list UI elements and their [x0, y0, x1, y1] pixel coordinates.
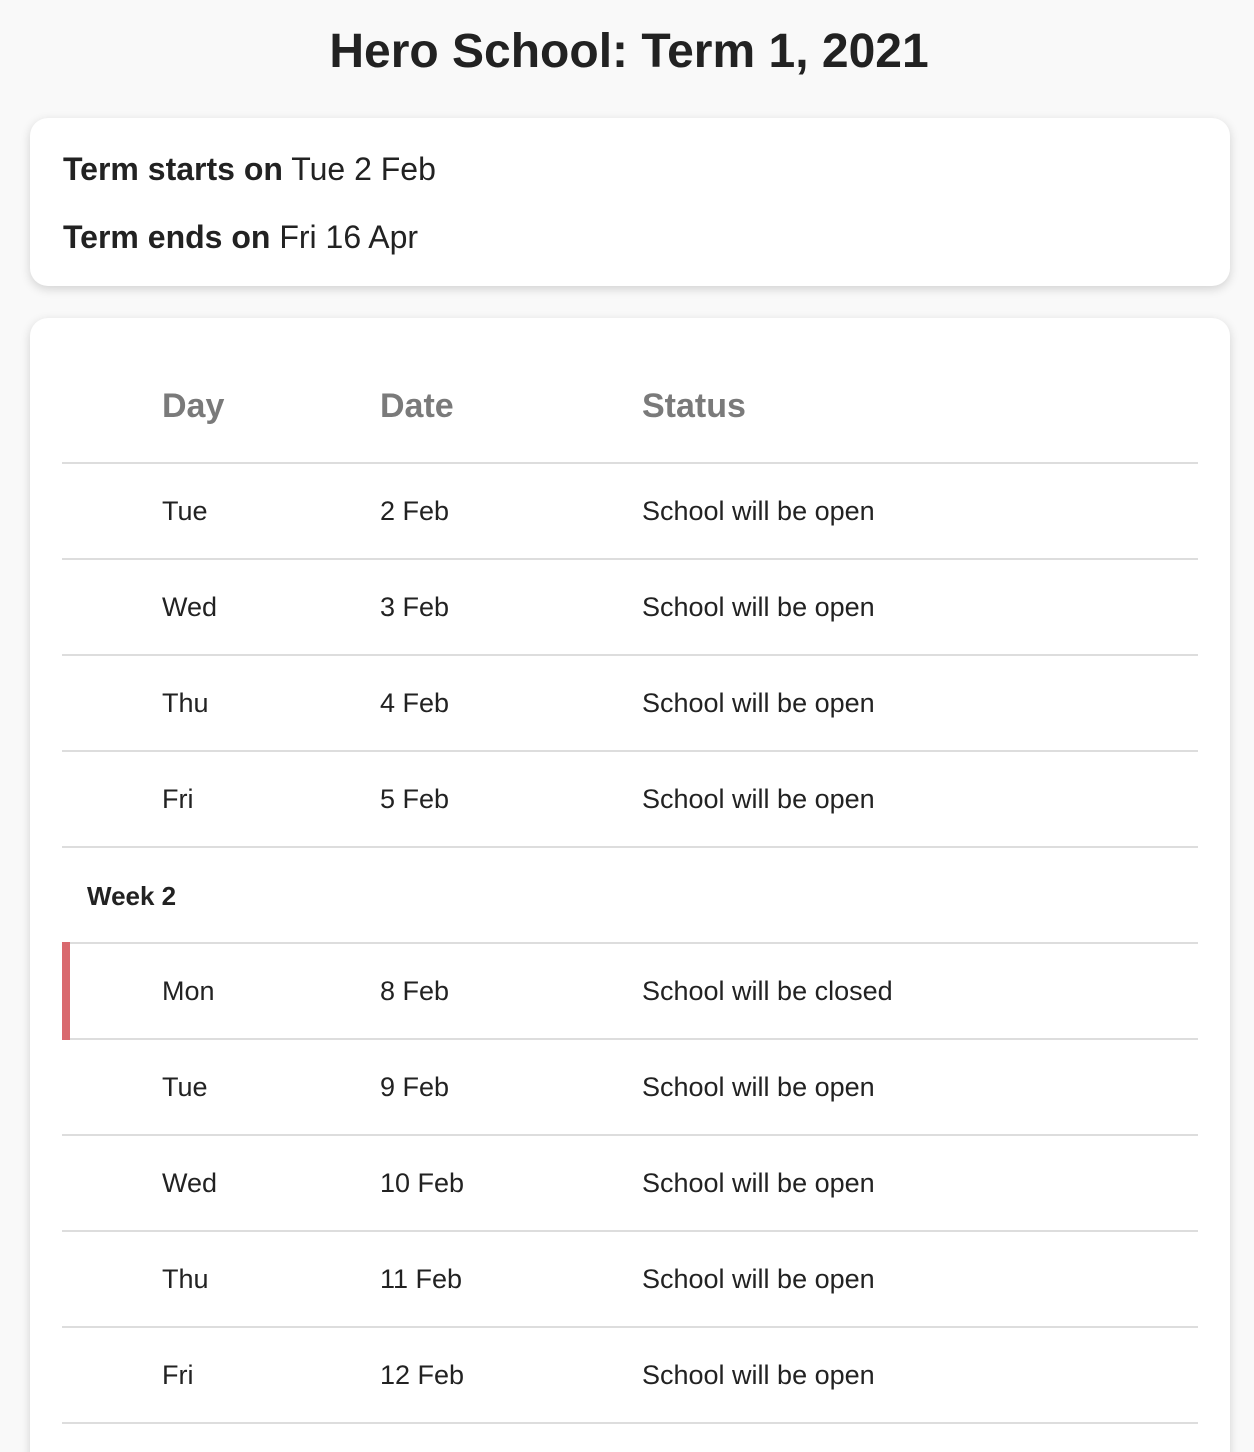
table-row: [62, 1328, 1198, 1424]
day-cell: Thu: [162, 688, 209, 718]
day-cell: Mon: [162, 976, 215, 1006]
table-header: [62, 368, 1198, 464]
header-status: Status: [642, 387, 746, 425]
page-title: Hero School: Term 1, 2021: [329, 25, 929, 78]
date-cell: 4 Feb: [380, 688, 450, 718]
table-row: [62, 560, 1198, 656]
day-cell: Fri: [162, 784, 194, 814]
table-row: [62, 464, 1198, 560]
term-end-label: Term ends on: [63, 219, 271, 255]
status-cell: School will be open: [642, 1264, 875, 1294]
day-cell: Thu: [162, 1264, 209, 1294]
day-cell: Wed: [162, 592, 218, 622]
date-cell: 8 Feb: [380, 976, 450, 1006]
day-cell: Tue: [162, 496, 208, 526]
status-cell: School will be open: [642, 1168, 875, 1198]
date-cell: 2 Feb: [380, 496, 450, 526]
date-cell: 10 Feb: [380, 1168, 465, 1198]
status-cell: School will be open: [642, 592, 875, 622]
table-row: [62, 752, 1198, 848]
date-cell: 9 Feb: [380, 1072, 450, 1102]
status-cell: School will be open: [642, 784, 875, 814]
status-cell: School will be open: [642, 496, 875, 526]
date-cell: 12 Feb: [380, 1360, 465, 1390]
date-cell: 11 Feb: [380, 1264, 463, 1294]
table-row: [62, 656, 1198, 752]
status-cell: School will be closed: [642, 976, 893, 1006]
table-row: [62, 1136, 1198, 1232]
week-header-row: [62, 848, 1198, 944]
week-label: Week 2: [87, 881, 177, 911]
term-start-value: Tue 2 Feb: [291, 151, 436, 187]
term-summary-card: [30, 118, 1230, 286]
status-cell: School will be open: [642, 688, 875, 718]
day-cell: Fri: [162, 1360, 194, 1390]
table-row: [62, 1040, 1198, 1136]
schedule-table-card: [30, 318, 1230, 1452]
term-start: [63, 149, 436, 189]
header-day: Day: [162, 387, 225, 425]
day-cell: Wed: [162, 1168, 218, 1198]
term-start-label: Term starts on: [63, 151, 283, 187]
status-cell: School will be open: [642, 1072, 875, 1102]
table-row-closed: [62, 944, 1198, 1040]
table-row: [62, 1232, 1198, 1328]
term-end-value: Fri 16 Apr: [279, 219, 419, 255]
table-body: [62, 464, 1198, 1424]
header-date: Date: [380, 387, 454, 425]
date-cell: 5 Feb: [380, 784, 450, 814]
date-cell: 3 Feb: [380, 592, 450, 622]
day-cell: Tue: [162, 1072, 208, 1102]
term-end: [63, 217, 418, 257]
status-cell: School will be open: [642, 1360, 875, 1390]
